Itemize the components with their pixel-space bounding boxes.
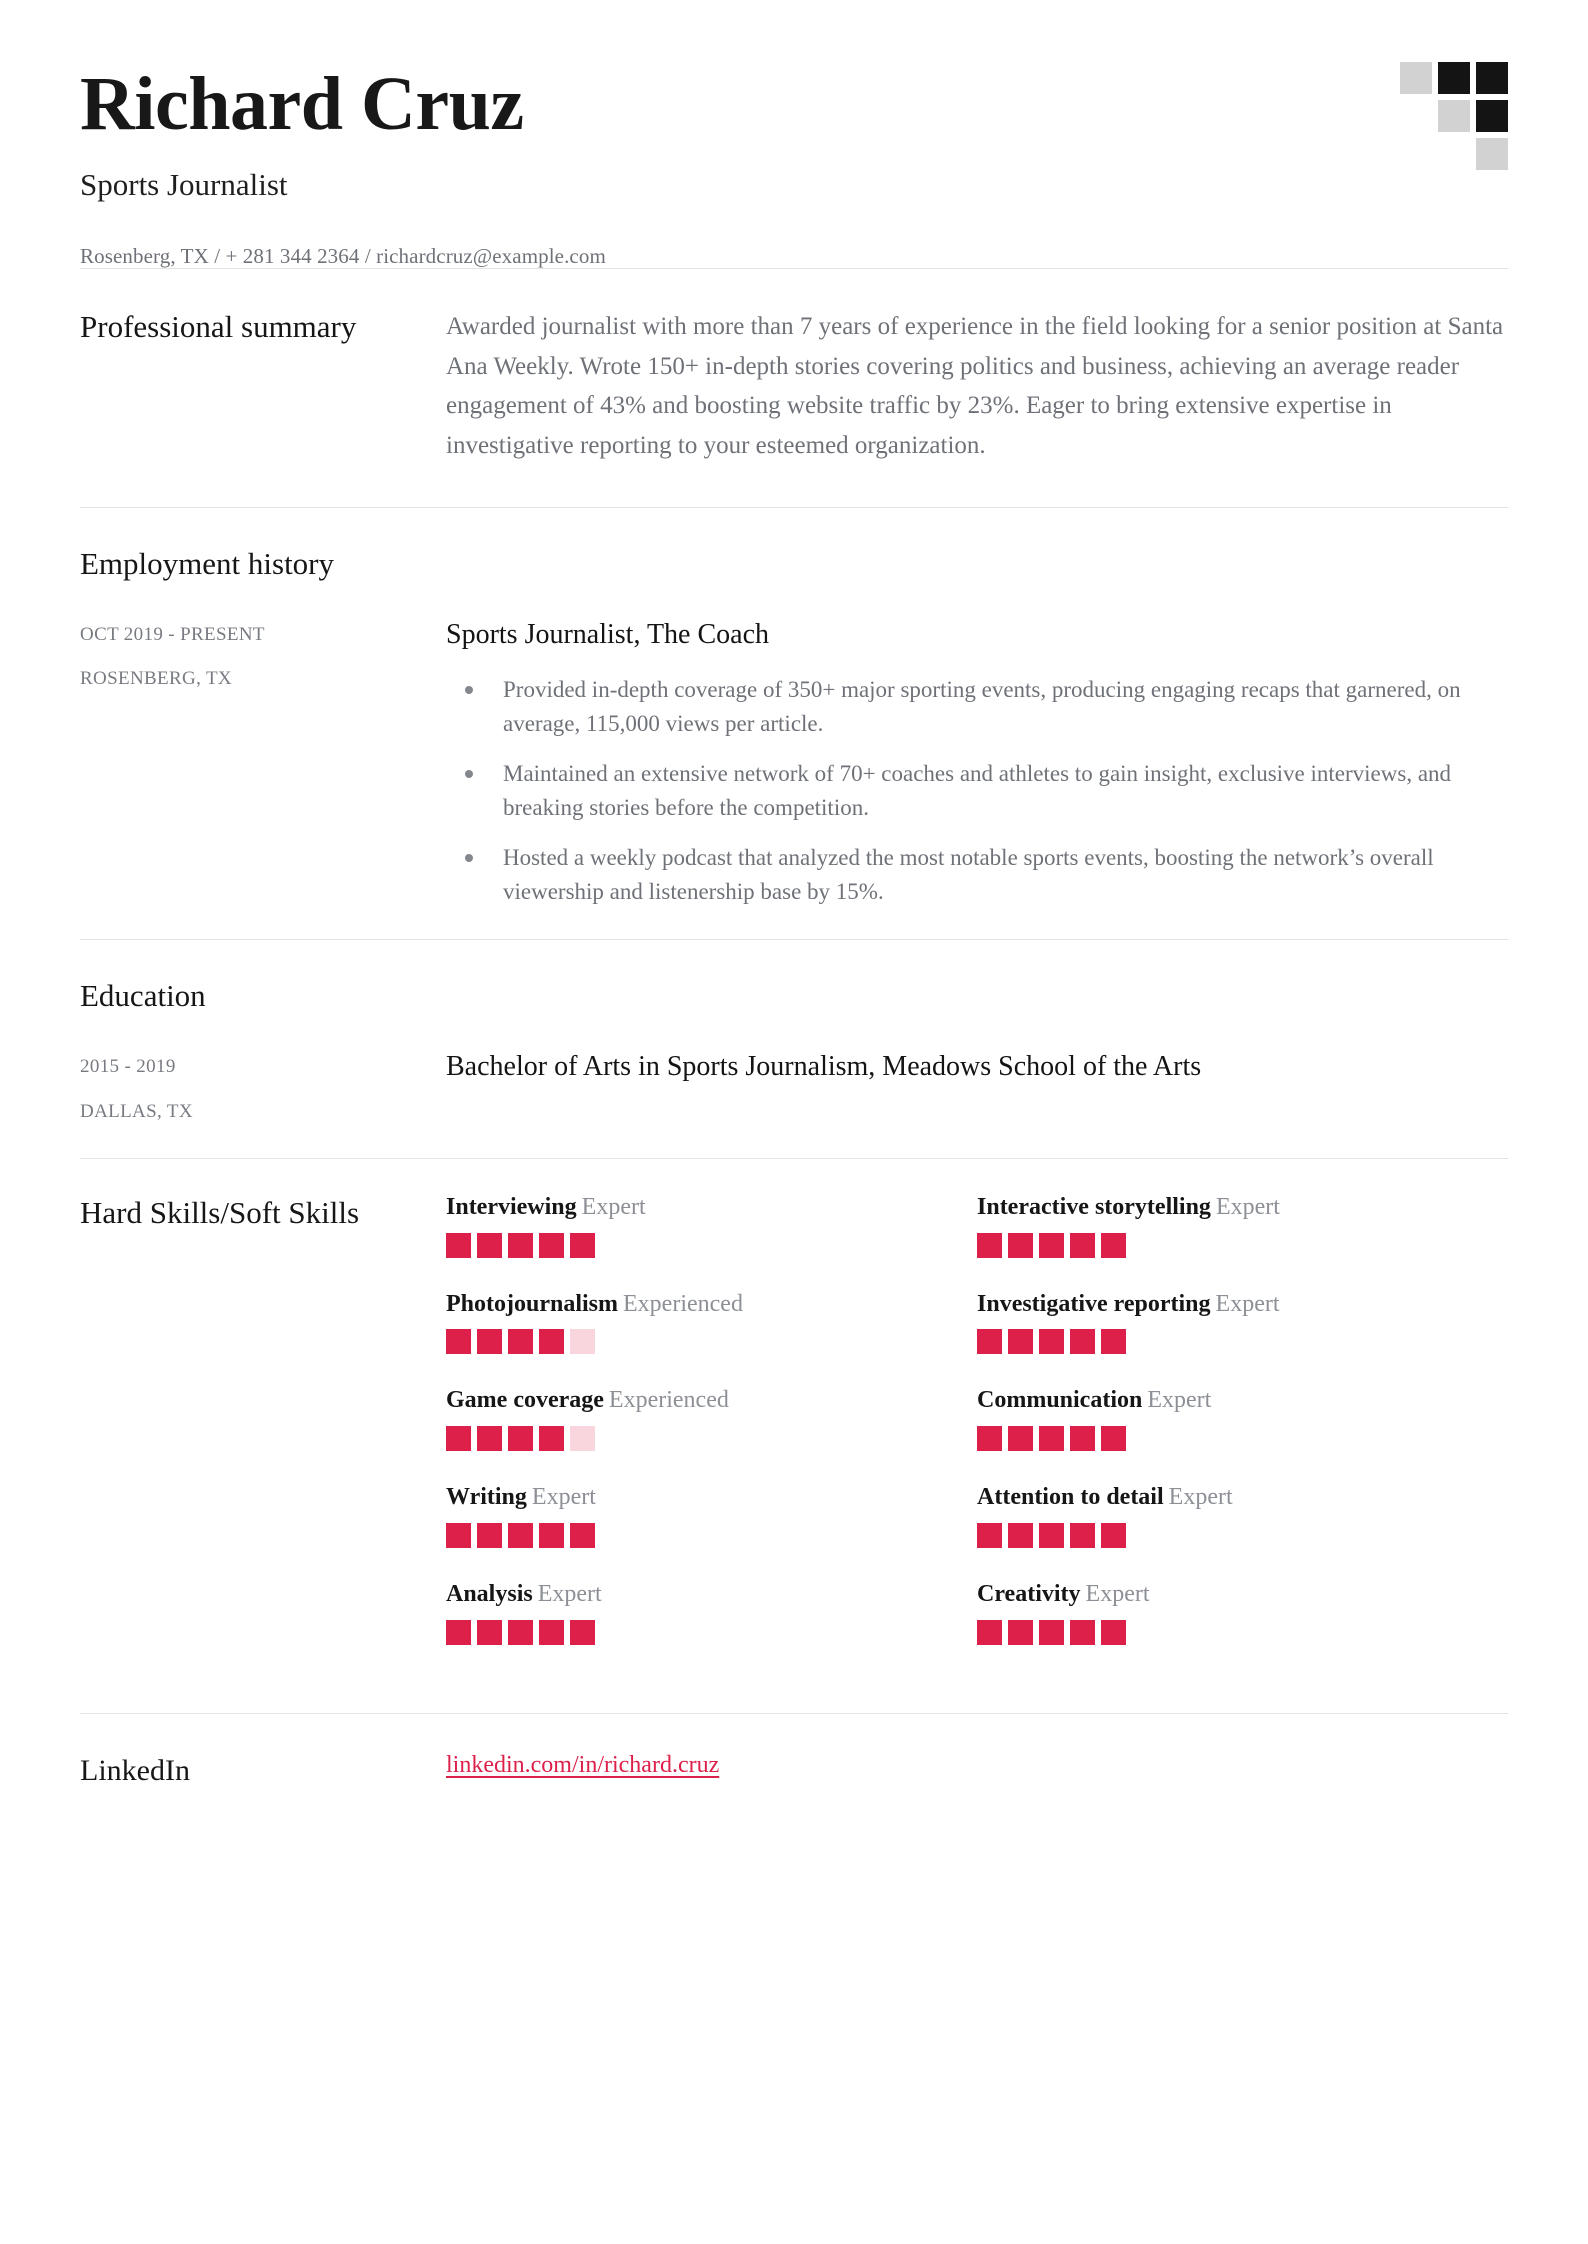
contact-info: Rosenberg, TX / + 281 344 2364 / richardcruz@example.com [80, 244, 606, 269]
skill-name-row [977, 1193, 1468, 1222]
skill-pip-filled [570, 1523, 595, 1548]
skill-rating-pips [977, 1620, 1468, 1645]
skill-item [977, 1193, 1508, 1258]
skill-rating-pips [446, 1426, 937, 1451]
skill-rating-pips [446, 1523, 937, 1548]
skill-item [977, 1580, 1508, 1645]
links-label-column [80, 1752, 446, 1790]
skill-pip-filled [570, 1233, 595, 1258]
skill-item [446, 1290, 977, 1355]
skill-pip-filled [508, 1523, 533, 1548]
skill-pip-filled [508, 1233, 533, 1258]
skill-name: Investigative reporting [977, 1290, 1211, 1317]
employment-role-title: Sports Journalist, The Coach [446, 618, 770, 650]
skill-name-row [446, 1483, 937, 1512]
skill-pip-filled [508, 1620, 533, 1645]
skill-level: Expert [581, 1193, 646, 1220]
employment-bullet-list [446, 673, 1508, 909]
employment-detail [446, 618, 1508, 910]
section-skills [80, 1159, 1508, 1713]
section-title-education: Education [80, 978, 206, 1014]
skill-pip-filled [977, 1523, 1002, 1548]
skill-name: Attention to detail [977, 1484, 1164, 1511]
skill-pip-filled [1070, 1523, 1095, 1548]
skill-name-row [446, 1580, 937, 1609]
skill-item [446, 1483, 977, 1548]
skills-grid [446, 1193, 1508, 1677]
skill-item [977, 1386, 1508, 1451]
skill-pip-filled [977, 1329, 1002, 1354]
skill-pip-filled [446, 1426, 471, 1451]
summary-label-column [80, 307, 446, 465]
skill-pip-filled [446, 1523, 471, 1548]
resume-header [80, 0, 1508, 268]
skill-pip-filled [1101, 1523, 1126, 1548]
skill-rating-pips [446, 1620, 937, 1645]
skill-pip-filled [508, 1329, 533, 1354]
skill-pip-filled [539, 1233, 564, 1258]
summary-body-column [446, 307, 1508, 465]
skill-rating-pips [977, 1329, 1468, 1354]
skill-pip-filled [508, 1426, 533, 1451]
logo-cell-r1c3 [1476, 62, 1508, 94]
skill-rating-pips [446, 1329, 937, 1354]
skill-pip-filled [1039, 1329, 1064, 1354]
skill-name: Game coverage [446, 1387, 604, 1414]
skill-pip-filled [1101, 1329, 1126, 1354]
skill-item [977, 1290, 1508, 1355]
logo-cell-r3c3 [1476, 138, 1508, 170]
skill-pip-filled [1070, 1426, 1095, 1451]
skill-level: Experienced [608, 1387, 729, 1414]
skill-name: Creativity [977, 1580, 1081, 1607]
skill-name-row [977, 1290, 1468, 1319]
skill-rating-pips [446, 1233, 937, 1258]
skill-pip-filled [539, 1620, 564, 1645]
skill-rating-pips [977, 1523, 1468, 1548]
skill-level: Expert [1215, 1193, 1280, 1220]
grid-logo-icon [1400, 62, 1508, 170]
skill-item [977, 1483, 1508, 1548]
skills-body-column [446, 1193, 1508, 1677]
skill-pip-filled [1070, 1620, 1095, 1645]
section-employment-history [80, 508, 1508, 939]
skill-level: Expert [537, 1580, 602, 1607]
skill-name: Interviewing [446, 1193, 577, 1220]
skill-name: Writing [446, 1484, 527, 1511]
skill-pip-filled [977, 1426, 1002, 1451]
section-professional-summary [80, 269, 1508, 507]
skill-rating-pips [977, 1233, 1468, 1258]
skill-pip-filled [1070, 1233, 1095, 1258]
skill-pip-filled [1008, 1233, 1033, 1258]
skill-pip-filled [570, 1620, 595, 1645]
skill-item [446, 1580, 977, 1645]
logo-cell-r2c2 [1438, 100, 1470, 132]
skill-name-row [977, 1386, 1468, 1415]
skill-pip-filled [1039, 1620, 1064, 1645]
skill-pip-filled [1039, 1426, 1064, 1451]
skill-pip-filled [477, 1426, 502, 1451]
education-dates: 2015 - 2019 [80, 1056, 176, 1078]
skill-name: Analysis [446, 1580, 533, 1607]
skill-item [446, 1193, 977, 1258]
employment-entry [80, 618, 1508, 910]
skill-pip-filled [539, 1426, 564, 1451]
skill-pip-filled [1008, 1329, 1033, 1354]
skill-pip-empty [570, 1329, 595, 1354]
list-item: Maintained an extensive network of 70+ coaches and athletes to gain insight, exclusive interviews, and breaking stories before the competition. [446, 757, 1508, 825]
skill-name-row [977, 1483, 1468, 1512]
skill-level: Expert [1147, 1387, 1212, 1414]
skill-pip-filled [1039, 1233, 1064, 1258]
section-title-skills: Hard Skills/Soft Skills [80, 1194, 360, 1230]
section-links [80, 1714, 1508, 1830]
employment-location: ROSENBERG, TX [80, 668, 232, 690]
linkedin-link[interactable]: linkedin.com/in/richard.cruz [446, 1751, 720, 1778]
list-item: Hosted a weekly podcast that analyzed the most notable sports events, boosting the network’s overall viewership and listenership base by 15%. [446, 841, 1508, 909]
header-job-title: Sports Journalist [80, 167, 288, 202]
skill-level: Expert [1168, 1484, 1233, 1511]
skill-pip-filled [539, 1523, 564, 1548]
education-entry [80, 1050, 1508, 1124]
skill-level: Expert [1085, 1580, 1150, 1607]
skill-pip-filled [1101, 1233, 1126, 1258]
skill-name-row [446, 1386, 937, 1415]
skill-pip-filled [1008, 1426, 1033, 1451]
skill-level: Expert [1215, 1290, 1280, 1317]
skill-pip-filled [977, 1620, 1002, 1645]
skill-name: Interactive storytelling [977, 1193, 1211, 1220]
education-header [80, 976, 1508, 1016]
skill-pip-filled [1101, 1620, 1126, 1645]
education-location: DALLAS, TX [80, 1100, 193, 1122]
skill-pip-filled [977, 1233, 1002, 1258]
skill-pip-filled [1008, 1523, 1033, 1548]
skill-pip-filled [477, 1233, 502, 1258]
education-meta [80, 1050, 446, 1124]
skill-name: Photojournalism [446, 1290, 619, 1317]
education-degree-title: Bachelor of Arts in Sports Journalism, Meadows School of the Arts [446, 1051, 1202, 1083]
skill-pip-filled [446, 1329, 471, 1354]
employment-dates: OCT 2019 - PRESENT [80, 623, 265, 645]
skill-pip-filled [446, 1233, 471, 1258]
skill-pip-filled [477, 1523, 502, 1548]
logo-cell-r2c3 [1476, 100, 1508, 132]
resume-content [80, 0, 1508, 1830]
skill-name-row [446, 1290, 937, 1319]
skill-level: Expert [531, 1484, 596, 1511]
logo-cell-r1c1 [1400, 62, 1432, 94]
skill-name-row [977, 1580, 1468, 1609]
skill-pip-filled [446, 1620, 471, 1645]
skill-item [446, 1386, 977, 1451]
skill-pip-filled [1039, 1523, 1064, 1548]
summary-text: Awarded journalist with more than 7 years of experience in the field looking for a senior position at Santa Ana Weekly. Wrote 150+ in-depth stories covering politics and business, achieving an average reader engagement of 43% and boosting website traffic by 23%. Eager to bring extensive expertise in investigative reporting to your esteemed organization. [446, 313, 1504, 459]
section-title-linkedin: LinkedIn [80, 1753, 190, 1787]
skill-rating-pips [977, 1426, 1468, 1451]
skill-pip-filled [539, 1329, 564, 1354]
section-title-employment: Employment history [80, 546, 335, 581]
skill-pip-filled [1070, 1329, 1095, 1354]
skill-pip-filled [477, 1620, 502, 1645]
employment-meta [80, 618, 446, 910]
page-title: Richard Cruz [80, 62, 524, 146]
skill-name-row [446, 1193, 937, 1222]
education-detail [446, 1050, 1508, 1124]
employment-header [80, 544, 1508, 584]
section-education [80, 940, 1508, 1157]
list-item: Provided in-depth coverage of 350+ major sporting events, producing engaging recaps that garnered, on average, 115,000 views per article. [446, 673, 1508, 741]
skills-label-column [80, 1193, 446, 1677]
skill-pip-filled [1101, 1426, 1126, 1451]
skill-pip-filled [1008, 1620, 1033, 1645]
logo-cell-r1c2 [1438, 62, 1470, 94]
skill-pip-filled [477, 1329, 502, 1354]
links-body-column [446, 1752, 1508, 1790]
skill-name: Communication [977, 1387, 1143, 1414]
skill-pip-empty [570, 1426, 595, 1451]
section-title-summary: Professional summary [80, 309, 357, 344]
skill-level: Experienced [623, 1290, 743, 1317]
